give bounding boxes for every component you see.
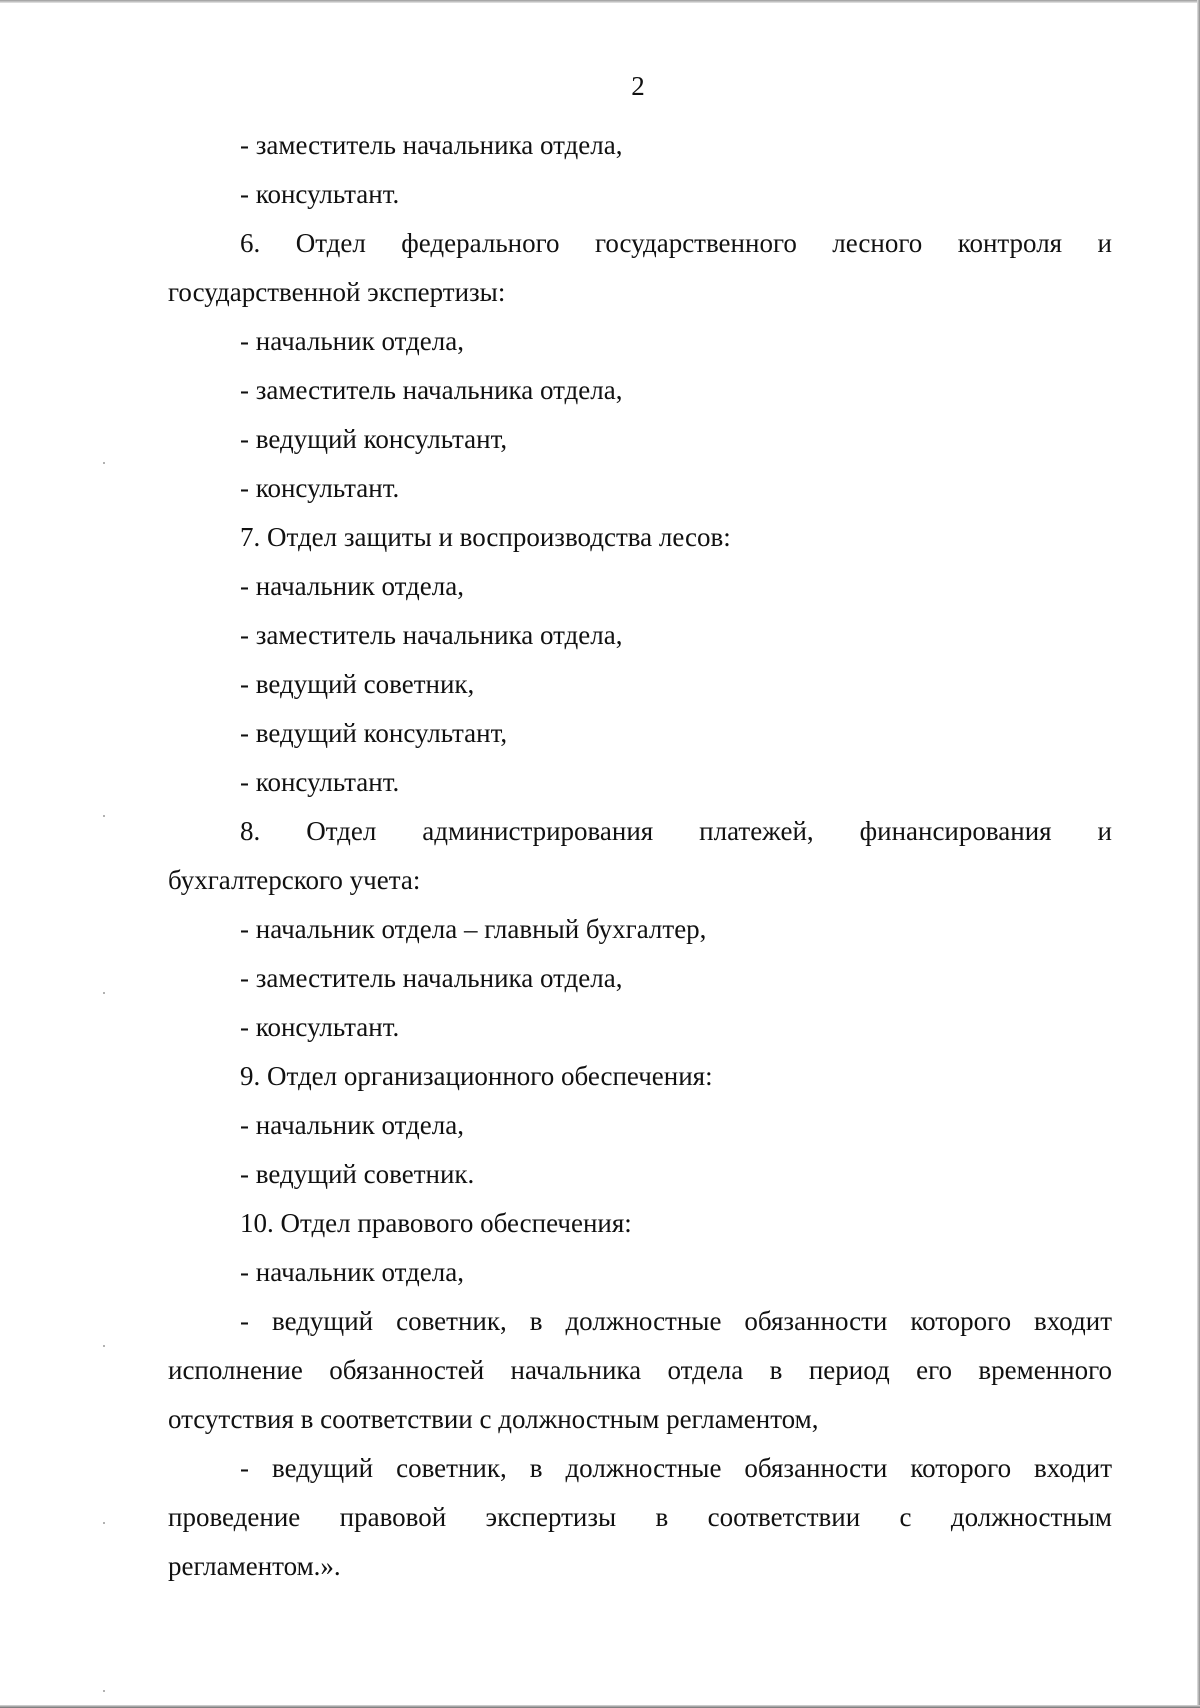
text-line: - консультант. bbox=[240, 179, 400, 209]
text-line: бухгалтерского учета: bbox=[168, 865, 421, 895]
scan-speck bbox=[103, 1690, 105, 1692]
text-line: - начальник отдела, bbox=[240, 1257, 464, 1287]
text-line: - начальник отдела, bbox=[240, 571, 464, 601]
text-line: - консультант. bbox=[240, 473, 400, 503]
text-line: регламентом.». bbox=[168, 1551, 341, 1581]
scan-edge-top bbox=[0, 0, 1200, 3]
scan-speck bbox=[103, 992, 105, 994]
text-line: - ведущий консультант, bbox=[240, 424, 508, 454]
text-line: - консультант. bbox=[240, 767, 400, 797]
text-line: 7. Отдел защиты и воспроизводства лесов: bbox=[240, 522, 731, 552]
text-line: исполнение обязанностей начальника отдела в период его временного bbox=[168, 1355, 1112, 1385]
text-line: - заместитель начальника отдела, bbox=[240, 130, 623, 160]
text-line: - заместитель начальника отдела, bbox=[240, 375, 623, 405]
scan-speck bbox=[103, 1345, 105, 1347]
text-line: государственной экспертизы: bbox=[168, 277, 506, 307]
text-line: 9. Отдел организационного обеспечения: bbox=[240, 1061, 713, 1091]
text-line: - консультант. bbox=[240, 1012, 400, 1042]
text-line: 6. Отдел федерального государственного лесного контроля и bbox=[240, 228, 1112, 258]
text-line: 10. Отдел правового обеспечения: bbox=[240, 1208, 632, 1238]
scan-speck bbox=[103, 462, 105, 464]
text-line: - ведущий советник, bbox=[240, 669, 475, 699]
text-line: проведение правовой экспертизы в соответствии с должностным bbox=[168, 1502, 1112, 1532]
text-line: - заместитель начальника отдела, bbox=[240, 620, 623, 650]
text-line: - ведущий консультант, bbox=[240, 718, 508, 748]
document-body bbox=[168, 125, 1112, 1595]
text-line: - начальник отдела, bbox=[240, 1110, 464, 1140]
text-line: - ведущий советник, в должностные обязанности которого входит bbox=[240, 1306, 1112, 1336]
text-line: - начальник отдела – главный бухгалтер, bbox=[240, 914, 707, 944]
page-number: 2 bbox=[631, 71, 645, 101]
text-line: - начальник отдела, bbox=[240, 326, 464, 356]
text-line: отсутствия в соответствии с должностным регламентом, bbox=[168, 1404, 819, 1434]
text-line: - ведущий советник. bbox=[240, 1159, 475, 1189]
scan-speck bbox=[103, 1522, 105, 1524]
text-line: - заместитель начальника отдела, bbox=[240, 963, 623, 993]
text-line: - ведущий советник, в должностные обязанности которого входит bbox=[240, 1453, 1112, 1483]
scan-speck bbox=[103, 815, 105, 817]
text-line: 8. Отдел администрирования платежей, финансирования и bbox=[240, 816, 1112, 846]
